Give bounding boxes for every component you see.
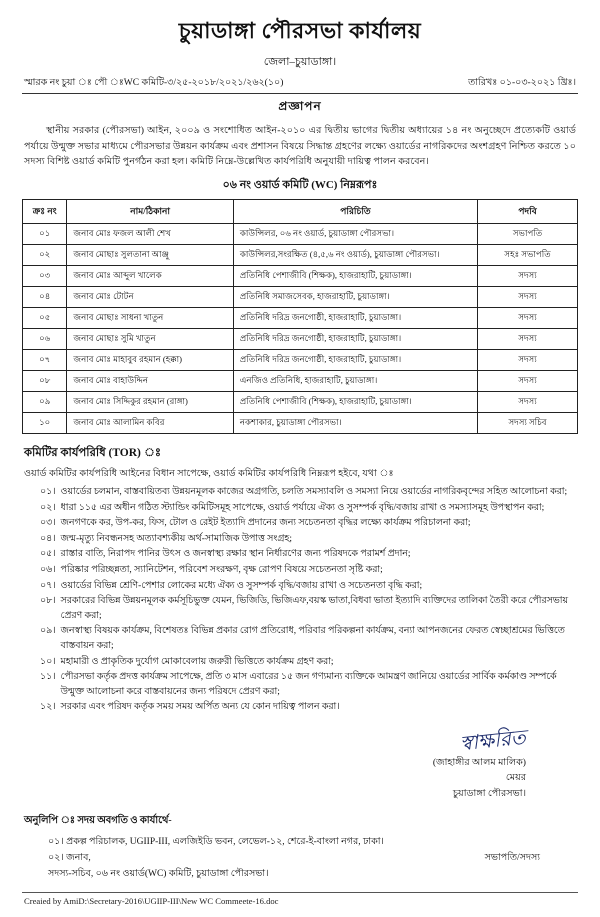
tor-list xyxy=(22,485,578,715)
cell-sl: ০৮ xyxy=(23,371,67,392)
table-row xyxy=(23,266,578,287)
cell-intro: প্রতিনিধি সমাজসেবক, হাজরাহাটি, চুয়াডাঙ্গা। xyxy=(233,287,477,308)
tor-item-text: পরিষ্কার পরিচ্ছন্নতা, স্যানিটেশন, পরিবেশ সংরক্ষণ, বৃক্ষ রোপণ বিষয়ে সচেতনতা সৃষ্টি করা; xyxy=(60,565,383,576)
copy-item-right xyxy=(540,834,578,850)
column-header-post: পদবি xyxy=(478,200,578,224)
district-line: জেলা–চুয়াডাঙ্গা। xyxy=(263,56,337,68)
table-caption: ০৬ নং ওয়ার্ড কমিটি (WC) নিম্নরূপঃ xyxy=(222,179,378,192)
footer-text: Creaied by AmiD:\Secretary-2016\UGIIP-III\New WC Commeete-16.doc xyxy=(24,896,279,907)
tor-item xyxy=(40,563,576,578)
tor-item-text: মহামারী ও প্রাকৃতিক দুর্যোগ মোকাবেলায় জরুরী ভিত্তিতে কার্যক্রম গ্রহণ করা; xyxy=(60,656,334,667)
cell-sl: ০১ xyxy=(23,224,67,245)
tor-item xyxy=(40,594,576,623)
table-row xyxy=(23,371,578,392)
cell-sl: ০৫ xyxy=(23,308,67,329)
cell-post: সদস্য সচিব xyxy=(478,413,578,434)
cell-post: সদস্য xyxy=(478,266,578,287)
header-divider xyxy=(22,93,578,94)
table-header-row xyxy=(23,200,578,224)
copy-item-number: ০১। xyxy=(48,836,64,847)
cell-name: জনাব মোঃ ফজল আলী শেখ xyxy=(67,224,234,245)
cell-sl: ০৭ xyxy=(23,350,67,371)
cell-post: সদস্য xyxy=(478,329,578,350)
cell-sl: ০৩ xyxy=(23,266,67,287)
tor-item-text: জন্ম-মৃত্যু নিবন্ধনসহ অত্যাবশ্যকীয় অর্থ-সামাজিক উপাত্ত সংগ্রহ; xyxy=(60,533,292,544)
ward-committee-table xyxy=(22,199,578,434)
cell-sl: ০৯ xyxy=(23,392,67,413)
copy-item-text: সদস্য-সচিব, ০৬ নং ওয়ার্ড(WC) কমিটি, চুয়াডাঙ্গা পৌরসভা। xyxy=(48,869,269,880)
signature-block xyxy=(22,725,578,801)
cell-intro: প্রতিনিধি দরিদ্র জনগোষ্ঠী, হাজরাহাটি, চুয়াডাঙ্গা। xyxy=(233,350,477,371)
cell-name: জনাব মোছাঃ সুমি খাতুন xyxy=(67,329,234,350)
tor-item-number: ০৪। xyxy=(40,533,56,544)
cell-post: সভাপতি xyxy=(478,224,578,245)
tor-item-number: ০৯। xyxy=(40,626,56,637)
cell-sl: ১০ xyxy=(23,413,67,434)
table-row xyxy=(23,392,578,413)
cell-sl: ০২ xyxy=(23,245,67,266)
cell-name: জনাব মোঃ বাহাউদ্দিন xyxy=(67,371,234,392)
tor-item-text: ওয়ার্ডের চলমান, বাস্তবায়িতব্য উন্নয়নমূলক কাজের অগ্রগতি, চলতি সমস্যাবলি ও সমস্যা নিয়ে ওয়ার্ডের নাগরিকবৃন্দের সহিত আলোচনা করা; xyxy=(60,487,568,498)
tor-item-number: ০৭। xyxy=(40,580,56,591)
cell-name: জনাব মোঃ মাহাবুব রহমান (হক্কা) xyxy=(67,350,234,371)
tor-item xyxy=(40,501,576,516)
cell-post: সদস্য xyxy=(478,392,578,413)
table-row xyxy=(23,224,578,245)
tor-title: কমিটির কার্যপরিধি (TOR) ঃ xyxy=(24,447,161,460)
tor-item-number: ০১। xyxy=(40,487,56,498)
signatory-name: (জাহাঙ্গীর আলম মালিক) xyxy=(432,756,526,768)
tor-item xyxy=(40,516,576,531)
tor-item-text: সরকার এবং পরিষদ কর্তৃক সময় সময় অর্পিত অন্য যে কোন দায়িত্ব পালন করা। xyxy=(60,702,340,713)
tor-item-text: ধারা ১১৫ এর অধীন গঠিত স্ট্যান্ডিং কমিটিসমূহ সাপেক্ষে, ওয়ার্ড পর্যায়ে ঐক্য ও সুসম্পর্ক বৃদ্ধি/বজায় রাখা ও সমস্যাসমূহ উপস্থাপন করা; xyxy=(60,502,545,513)
tor-item-number: ০৫। xyxy=(40,549,56,560)
cell-intro: প্রতিনিধি দরিদ্র জনগোষ্ঠী, হাজরাহাটি, চুয়াডাঙ্গা। xyxy=(233,308,477,329)
cell-post: সদস্য xyxy=(478,350,578,371)
tor-item xyxy=(40,624,576,653)
column-header-intro: পরিচিতি xyxy=(233,200,477,224)
table-row xyxy=(23,308,578,329)
copy-item-right xyxy=(540,866,578,882)
signatory-designation: মেয়র xyxy=(505,772,526,784)
signatory-organization: চুয়াডাঙ্গা পৌরসভা। xyxy=(452,787,526,799)
cell-intro: কাউন্সিলর,সংরক্ষিত (৪,৫,৬ নং ওয়ার্ড), চুয়াডাঙ্গা পৌরসভা। xyxy=(233,245,477,266)
tor-item-number: ০৩। xyxy=(40,518,56,529)
cell-intro: এনজিও প্রতিনিধি, হাজরাহাটি, চুয়াডাঙ্গা। xyxy=(233,371,477,392)
cell-intro: প্রতিনিধি পেশাজীবি (শিক্ষক), হাজরাহাটি, চুয়াডাঙ্গা। xyxy=(233,266,477,287)
memo-date: তারিখঃ ০১-০৩-২০২১ খ্রিঃ। xyxy=(468,78,576,88)
memo-number: স্মারক নং চুয়া ঃ পৌ ঃWC কমিটি-৩/২৫-২০১৮/২০২১/২৬২(১০) xyxy=(24,78,284,88)
tor-item xyxy=(40,532,576,547)
tor-item-number: ০৮। xyxy=(40,596,56,607)
copy-item-number: ০২। xyxy=(48,853,64,863)
copy-item-text: প্রকল্প পরিচালক, UGIIP-III, এলজিইডি ভবন, লেভেল-১২, শেরে-ই-বাংলা নগর, ঢাকা। xyxy=(66,836,384,847)
table-row xyxy=(23,287,578,308)
tor-item-number: ০২। xyxy=(40,502,56,513)
cell-sl: ০৬ xyxy=(23,329,67,350)
cell-intro: প্রতিনিধি দরিদ্র জনগোষ্ঠী, হাজরাহাটি, চুয়াডাঙ্গা। xyxy=(233,329,477,350)
tor-item-number: ১২। xyxy=(40,702,56,713)
tor-item-number: ০৬। xyxy=(40,565,56,576)
tor-item xyxy=(40,655,576,670)
cell-intro: কাউন্সিলর, ০৬ নং ওয়ার্ড, চুয়াডাঙ্গা পৌরসভা। xyxy=(233,224,477,245)
tor-item-number: ১০। xyxy=(40,656,56,667)
cell-name: জনাব মোঃ সিদ্দিকুর রহমান (রাঙ্গা) xyxy=(67,392,234,413)
tor-item-number: ১১। xyxy=(40,672,56,683)
tor-item-text: রাস্তার বাতি, নিরাপদ পানির উৎস ও জনস্বাস্থ্য রক্ষার স্থান নির্ধারণের জন্য পরিষদকে পরামর্শ প্রদান; xyxy=(60,549,411,560)
cell-post: সদস্য xyxy=(478,287,578,308)
tor-lead: ওয়ার্ড কমিটির কার্যপরিধি আইনের বিধান সাপেক্ষে, ওয়ার্ড কমিটির কার্যপরিধি নিম্নরূপ হইবে, যথা ঃ xyxy=(24,468,394,480)
copy-item xyxy=(48,834,578,850)
cell-intro: নকশাকার, চুয়াডাঙ্গা পৌরসভা। xyxy=(233,413,477,434)
cell-post: সদস্য xyxy=(478,308,578,329)
copy-item-right: সভাপতি/সদস্য xyxy=(484,853,540,863)
tor-item-text: জনগণকে কর, উপ-কর, ফিস, টোল ও রেইট ইত্যাদি প্রদানের জন্য সচেতনতা বৃদ্ধির লক্ষ্যে কার্যক্রম পরিচালনা করা; xyxy=(60,518,471,529)
copy-item xyxy=(48,866,578,882)
cell-name: জনাব মোঃ আলামিন কবির xyxy=(67,413,234,434)
tor-item xyxy=(40,579,576,594)
column-header-name: নাম/ঠিকানা xyxy=(67,200,234,224)
footer-divider xyxy=(22,892,578,893)
tor-item-text: ওয়ার্ডের বিভিন্ন শ্রেণি-পেশার লোকের মধ্যে ঐক্য ও সুসম্পর্ক বৃদ্ধি/বজায় রাখা ও সচেতনতা বৃদ্ধি করা; xyxy=(60,580,423,591)
cell-name: জনাব মোঃ আব্দুল খালেক xyxy=(67,266,234,287)
tor-item-text: সরকারের বিভিন্ন উন্নয়নমূলক কর্মসূচিভুক্ত যেমন, ভিজিডি, ভিজিএফ,বয়স্ক ভাতা,বিধবা ভাতা ইত্যাদি ব্যক্তিদের তালিকা তৈরী করে পৌরসভায় প্রেরণ করা; xyxy=(60,596,569,621)
office-title: চুয়াডাঙ্গা পৌরসভা কার্যালয় xyxy=(178,18,422,43)
column-header-sl: ক্রঃ নং xyxy=(23,200,67,224)
tor-item xyxy=(40,547,576,562)
table-row xyxy=(23,413,578,434)
signature-mark: স্বাক্ষরিত xyxy=(459,726,527,756)
tor-item xyxy=(40,485,576,500)
cell-post: সহঃ সভাপতি xyxy=(478,245,578,266)
tor-item-text: জনস্বাস্থ্য বিষয়ক কার্যক্রম, বিশেষতঃ বিভিন্ন প্রকার রোগ প্রতিরোধ, পরিবার পরিকল্পনা কার্যক্রম, বন্যা আপনজনের ফেরত স্বেচ্ছাশ্রমের ভিত্তিতে বাস্তবায়ন করা; xyxy=(60,626,565,651)
copy-title: অনুলিপি ঃ সদয় অবগতি ও কার্যার্থে- xyxy=(24,814,172,826)
cell-post: সদস্য xyxy=(478,371,578,392)
notice-heading: প্রজ্ঞাপন xyxy=(278,99,322,113)
cell-intro: প্রতিনিধি পেশাজীবি (শিক্ষক), হাজরাহাটি, চুয়াডাঙ্গা। xyxy=(233,392,477,413)
table-row xyxy=(23,329,578,350)
tor-item xyxy=(40,670,576,699)
memo-row xyxy=(24,76,576,91)
copy-list xyxy=(48,834,578,882)
tor-item xyxy=(40,700,576,715)
cell-name: জনাব মোছাঃ সুলতানা আঞ্জু xyxy=(67,245,234,266)
table-row xyxy=(23,245,578,266)
copy-item-text: জনাব, xyxy=(66,853,91,863)
intro-paragraph: স্থানীয় সরকার (পৌরসভা) আইন, ২০০৯ ও সংশোধিত আইন-২০১০ এর দ্বিতীয় ভাগের দ্বিতীয় অধ্যায়ের ১৪ নং অনুচ্ছেদে প্রত্যেকটি ওয়ার্ড পর্যায়ে উন্মুক্ত সভার মাধ্যমে পৌরসভার উন্নয়ন কার্যক্রম এবং প্রশাসন বিষয়ে সিদ্ধান্ত গ্রহণের লক্ষ্যে ওয়ার্ডের নাগরিকদের অংশগ্রহণ নিশ্চিত করতে ১০ সদস্য বিশিষ্ট ওয়ার্ড কমিটি পুনর্গঠন করা হল। কমিটি নিম্নে-উল্লেখিত কার্যপরিধি অনুযায়ী দায়িত্ব পালন করবেন। xyxy=(24,125,576,168)
cell-name: জনাব মোছাঃ সাধনা খাতুন xyxy=(67,308,234,329)
cell-sl: ০৪ xyxy=(23,287,67,308)
tor-item-text: পৌরসভা কর্তৃক প্রদত্ত কার্যক্রম সাপেক্ষে, প্রতি ৩ মাস এবারের ১৫ জন গণ্যমান্য ব্যক্তিকে আমন্ত্রণ জানিয়ে ওয়ার্ডের সার্বিক কর্মকাণ্ড সম্পর্কে উন্মুক্ত আলোচনা করে বাস্তবায়নের জন্য পরিষদে প্রেরণ করা; xyxy=(60,672,557,697)
table-row xyxy=(23,350,578,371)
copy-item xyxy=(48,850,578,866)
cell-name: জনাব মোঃ টোটন xyxy=(67,287,234,308)
